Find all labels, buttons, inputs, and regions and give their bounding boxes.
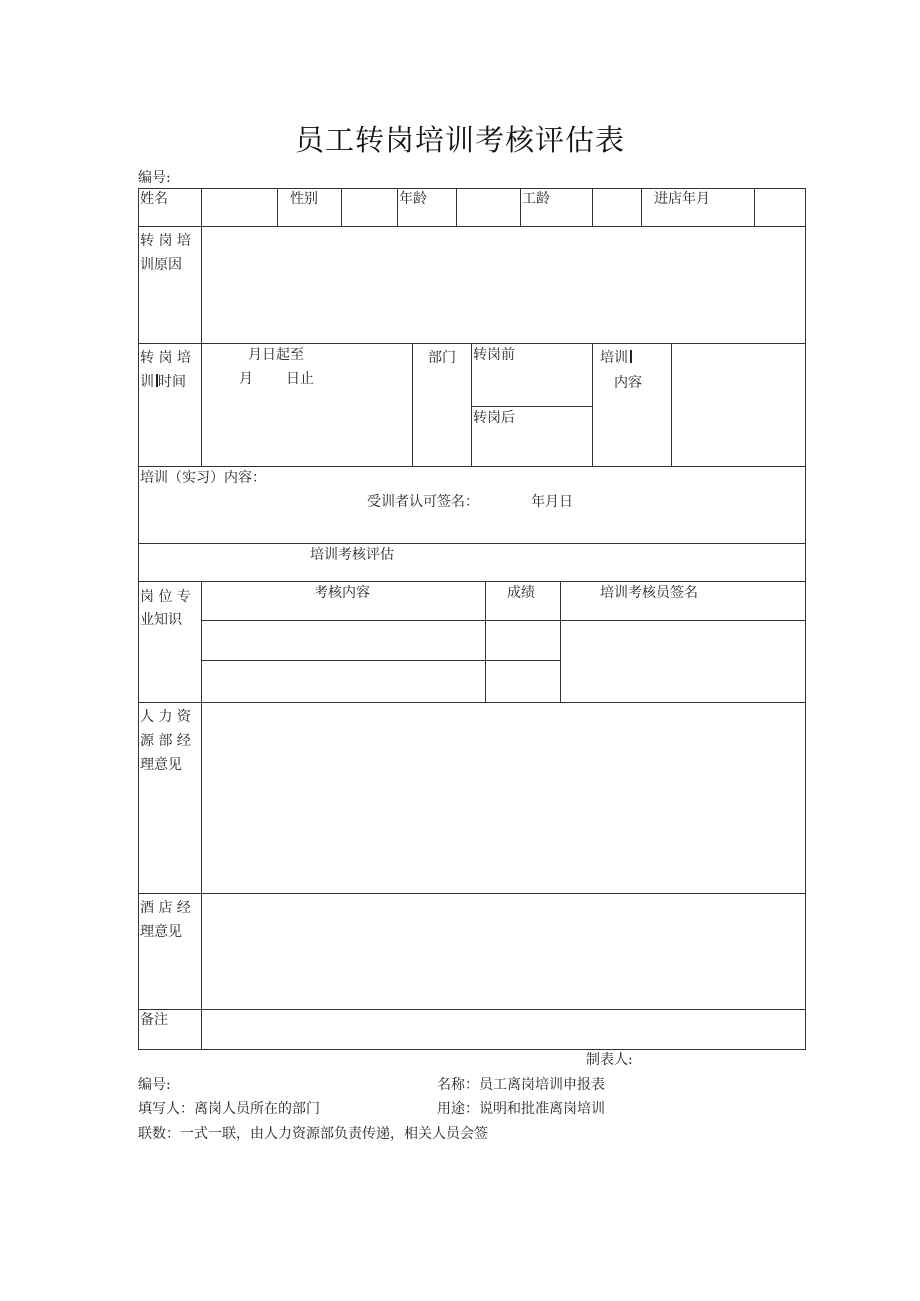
border-left (138, 188, 139, 1050)
hr-opinion-label-line2: 源 部 经 (140, 733, 191, 749)
period-from-text: 月日起至 (248, 347, 304, 363)
period-label-part-b: 时间 (158, 374, 186, 390)
gender-label: 性别 (290, 191, 318, 207)
rule (138, 543, 806, 544)
col-score: 成绩 (507, 585, 535, 601)
rule (412, 343, 413, 466)
knowledge-label-line1: 岗 位 专 (140, 589, 191, 605)
rule (671, 343, 672, 466)
page-title: 员工转岗培训考核评估表 (294, 123, 625, 157)
footer-filler: 填写人：离岗人员所在的部门 (138, 1101, 320, 1117)
training-content-label-line2: 内容 (614, 375, 642, 391)
period-to-month: 月 (239, 371, 253, 387)
period-label-line1: 转 岗 培 (140, 350, 191, 366)
rule (201, 660, 560, 661)
period-label-part-a: 训 (140, 374, 154, 390)
age-label: 年龄 (399, 191, 427, 207)
rule (471, 343, 472, 466)
col-assessment-content: 考核内容 (314, 585, 370, 601)
department-label: 部门 (428, 350, 456, 366)
rule (201, 620, 806, 621)
rule (485, 581, 486, 702)
rule (201, 226, 202, 343)
training-content-label-line1 (600, 346, 632, 370)
knowledge-label-line2: 业知识 (140, 612, 182, 628)
join-date-label: 进店年月 (654, 191, 710, 207)
reason-label-line2: 训原因 (140, 257, 182, 273)
divider-mark (630, 350, 632, 363)
rule (641, 188, 642, 226)
rule (138, 702, 806, 703)
trainee-sign-label: 受训者认可签名： (367, 494, 479, 510)
rule (138, 893, 806, 894)
rule (201, 1009, 202, 1049)
border-right (805, 188, 806, 1050)
name-label: 姓名 (140, 191, 168, 207)
form-maker-label: 制表人: (586, 1052, 633, 1068)
footer-copies: 联数：一式一联，由人力资源部负责传递，相关人员会签 (138, 1126, 488, 1142)
footer-name: 名称：员工离岗培训申报表 (437, 1077, 605, 1093)
remarks-label: 备注 (140, 1012, 168, 1028)
rule (138, 581, 806, 582)
serial-label: 编号: (138, 170, 171, 186)
rule (201, 702, 202, 893)
rule (138, 1009, 806, 1010)
internship-content-label: 培训（实习）内容： (140, 470, 266, 486)
after-transfer-label: 转岗后 (473, 410, 515, 426)
period-to-day: 日止 (286, 371, 314, 387)
rule (341, 188, 342, 226)
trainee-sign-date: 年月日 (531, 494, 573, 510)
before-transfer-label: 转岗前 (473, 347, 515, 363)
rule (754, 188, 755, 226)
hotel-opinion-label-line1: 酒 店 经 (140, 900, 191, 916)
rule (201, 343, 202, 466)
rule (592, 188, 593, 226)
rule (201, 893, 202, 1009)
col-assessor-signature: 培训考核员签名 (600, 585, 698, 601)
rule (397, 188, 398, 226)
rule (138, 226, 806, 227)
footer-serial-label: 编号: (138, 1077, 171, 1093)
rule (201, 581, 202, 702)
hr-opinion-label-line1: 人 力 资 (140, 709, 191, 725)
footer-purpose: 用途：说明和批准离岗培训 (437, 1101, 605, 1117)
period-label-line2 (140, 370, 186, 394)
rule (277, 188, 278, 226)
rule (201, 188, 202, 226)
rule (560, 581, 561, 702)
training-content-label-text: 培训 (600, 350, 628, 366)
reason-label-line1: 转 岗 培 (140, 233, 191, 249)
hotel-opinion-label-line2: 理意见 (140, 924, 182, 940)
evaluation-header: 培训考核评估 (310, 547, 394, 563)
rule (138, 343, 806, 344)
rule (456, 188, 457, 226)
border-bottom (138, 1049, 806, 1050)
hr-opinion-label-line3: 理意见 (140, 757, 182, 773)
rule (592, 343, 593, 466)
rule (520, 188, 521, 226)
seniority-label: 工龄 (522, 191, 550, 207)
